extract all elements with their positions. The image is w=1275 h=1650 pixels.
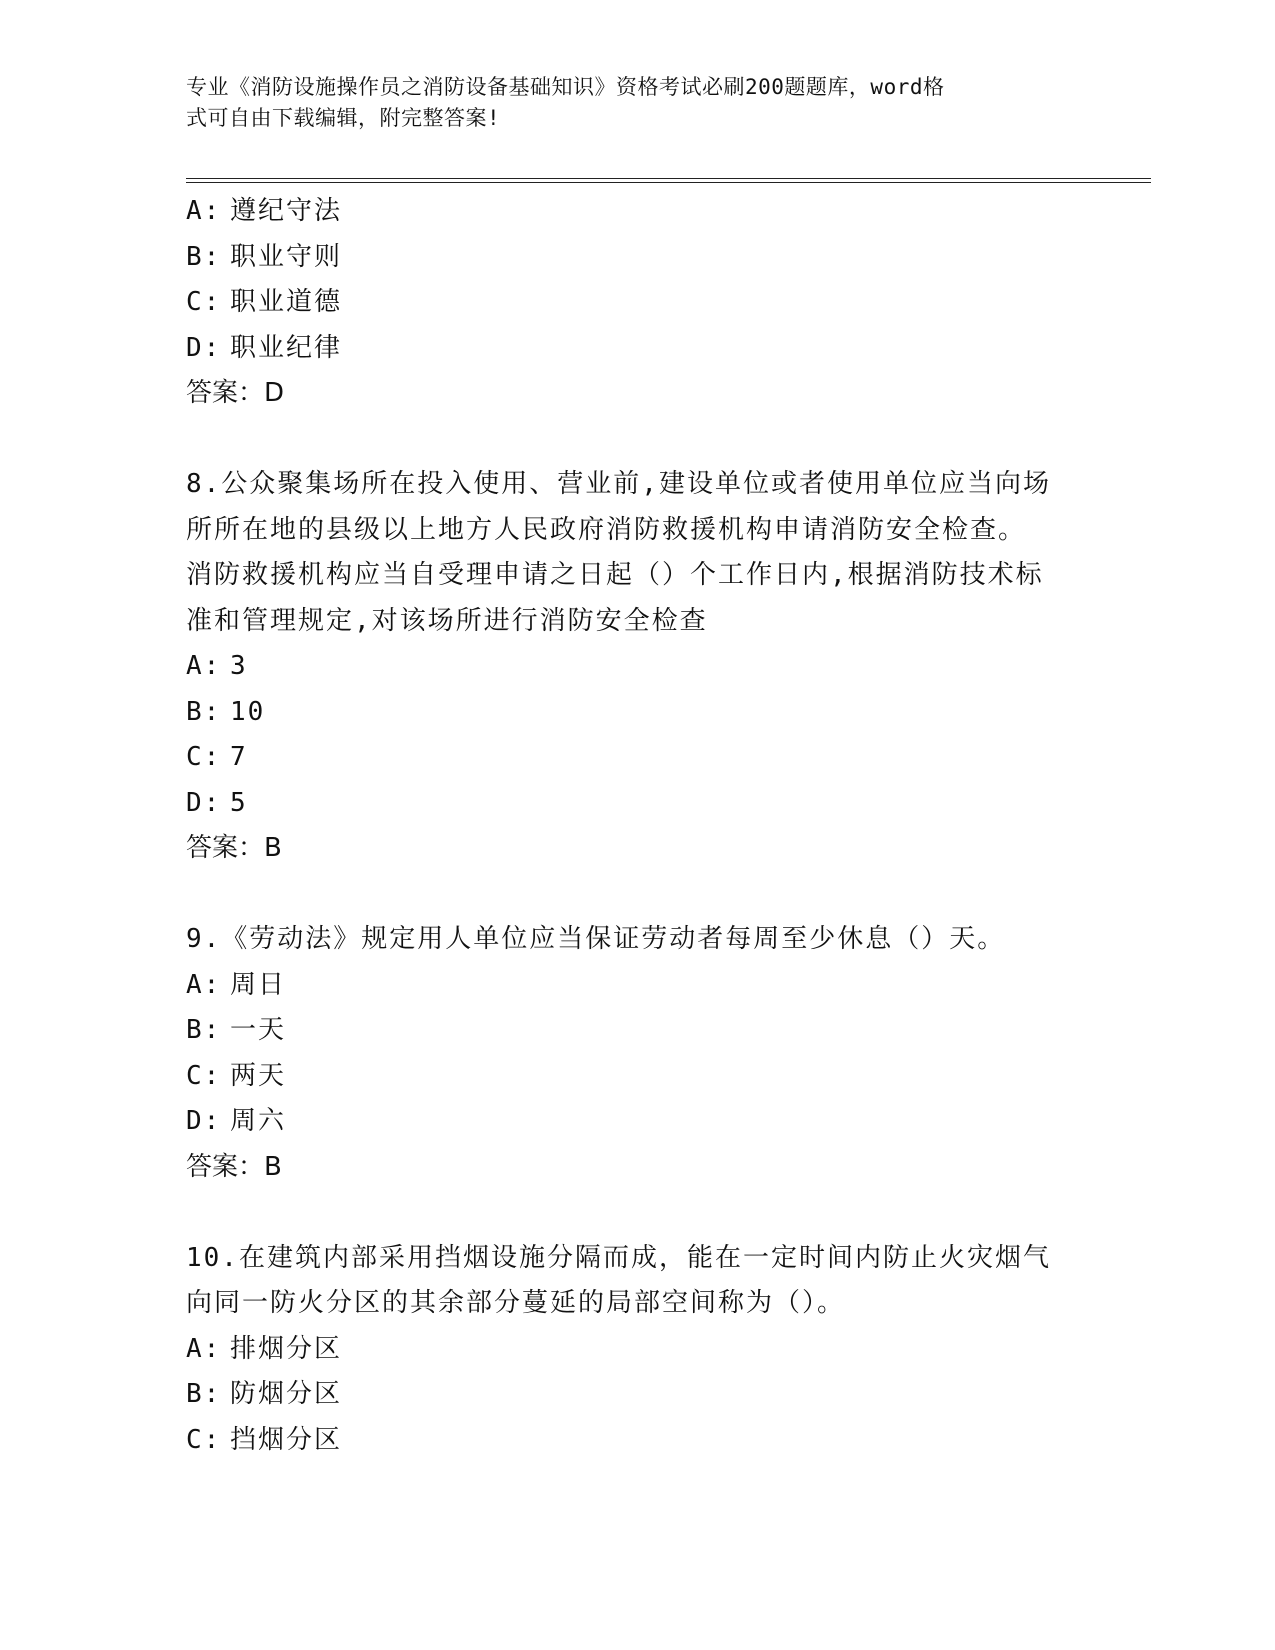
question-text-line: 向同一防火分区的其余部分蔓延的局部空间称为（）。 bbox=[186, 1288, 846, 1318]
option-key: D: bbox=[186, 1106, 222, 1136]
document-header bbox=[186, 72, 1076, 134]
option-b bbox=[186, 1372, 1086, 1418]
option-text: 一天 bbox=[230, 1015, 287, 1045]
option-key: D: bbox=[186, 332, 222, 363]
option-a bbox=[186, 963, 1086, 1009]
question-text-line: 8.公众聚集场所在投入使用、营业前,建设单位或者使用单位应当向场 bbox=[186, 469, 1051, 499]
question-text-line: 9.《劳动法》规定用人单位应当保证劳动者每周至少休息（）天。 bbox=[186, 924, 1006, 954]
option-key: A: bbox=[186, 651, 222, 681]
question-text-line: 消防救援机构应当自受理申请之日起（）个工作日内,根据消防技术标 bbox=[186, 560, 1044, 590]
option-d bbox=[186, 1099, 1086, 1145]
option-a bbox=[186, 644, 1086, 690]
question-8 bbox=[186, 462, 1086, 872]
option-text: 两天 bbox=[230, 1060, 287, 1091]
option-key: A: bbox=[186, 196, 222, 226]
option-c bbox=[186, 1054, 1086, 1100]
option-text: 遵纪守法 bbox=[230, 196, 343, 226]
option-text: 职业纪律 bbox=[230, 332, 343, 363]
question-text-line: 10.在建筑内部采用挡烟设施分隔而成，能在一定时间内防止火灾烟气 bbox=[186, 1242, 1051, 1273]
option-key: B: bbox=[186, 696, 222, 727]
option-text: 7 bbox=[230, 742, 248, 772]
question-text-line: 所所在地的县级以上地方人民政府消防救援机构申请消防安全检查。 bbox=[186, 514, 1027, 545]
header-rule-bottom bbox=[186, 182, 1151, 183]
option-text: 挡烟分区 bbox=[230, 1424, 343, 1455]
option-text: 周六 bbox=[230, 1106, 287, 1136]
option-b bbox=[186, 1008, 1086, 1054]
option-d bbox=[186, 326, 1086, 372]
option-d bbox=[186, 781, 1086, 827]
option-c bbox=[186, 1418, 1086, 1464]
option-b bbox=[186, 235, 1086, 281]
spacer bbox=[186, 417, 1086, 463]
option-key: C: bbox=[186, 742, 222, 772]
spacer bbox=[186, 872, 1086, 918]
header-line-1: 专业《消防设施操作员之消防设备基础知识》资格考试必刷200题题库，word格 bbox=[186, 75, 945, 99]
question-7 bbox=[186, 189, 1086, 417]
option-c bbox=[186, 280, 1086, 326]
question-text-line: 准和管理规定,对该场所进行消防安全检查 bbox=[186, 605, 708, 636]
option-key: C: bbox=[186, 1424, 222, 1455]
question-9 bbox=[186, 917, 1086, 1190]
spacer bbox=[186, 1190, 1086, 1236]
option-text: 10 bbox=[230, 696, 266, 727]
header-line-2: 式可自由下载编辑，附完整答案! bbox=[186, 106, 501, 130]
answer: 答案：D bbox=[186, 378, 285, 408]
question-list bbox=[186, 189, 1086, 1463]
option-text: 职业道德 bbox=[230, 287, 343, 317]
option-a bbox=[186, 189, 1086, 235]
question-10 bbox=[186, 1236, 1086, 1464]
option-text: 3 bbox=[230, 651, 248, 681]
option-c bbox=[186, 735, 1086, 781]
option-key: C: bbox=[186, 1060, 222, 1091]
option-key: B: bbox=[186, 241, 222, 272]
option-text: 防烟分区 bbox=[230, 1379, 343, 1409]
option-text: 职业守则 bbox=[230, 241, 343, 272]
option-text: 5 bbox=[230, 787, 248, 818]
answer: 答案：B bbox=[186, 833, 282, 863]
option-b bbox=[186, 690, 1086, 736]
option-key: A: bbox=[186, 969, 222, 1000]
header-rule-top bbox=[186, 178, 1151, 179]
option-a bbox=[186, 1327, 1086, 1373]
option-key: B: bbox=[186, 1379, 222, 1409]
option-key: A: bbox=[186, 1333, 222, 1364]
option-key: D: bbox=[186, 787, 222, 818]
option-key: C: bbox=[186, 287, 222, 317]
option-text: 排烟分区 bbox=[230, 1333, 343, 1364]
option-text: 周日 bbox=[230, 969, 287, 1000]
answer: 答案：B bbox=[186, 1151, 282, 1182]
option-key: B: bbox=[186, 1015, 222, 1045]
